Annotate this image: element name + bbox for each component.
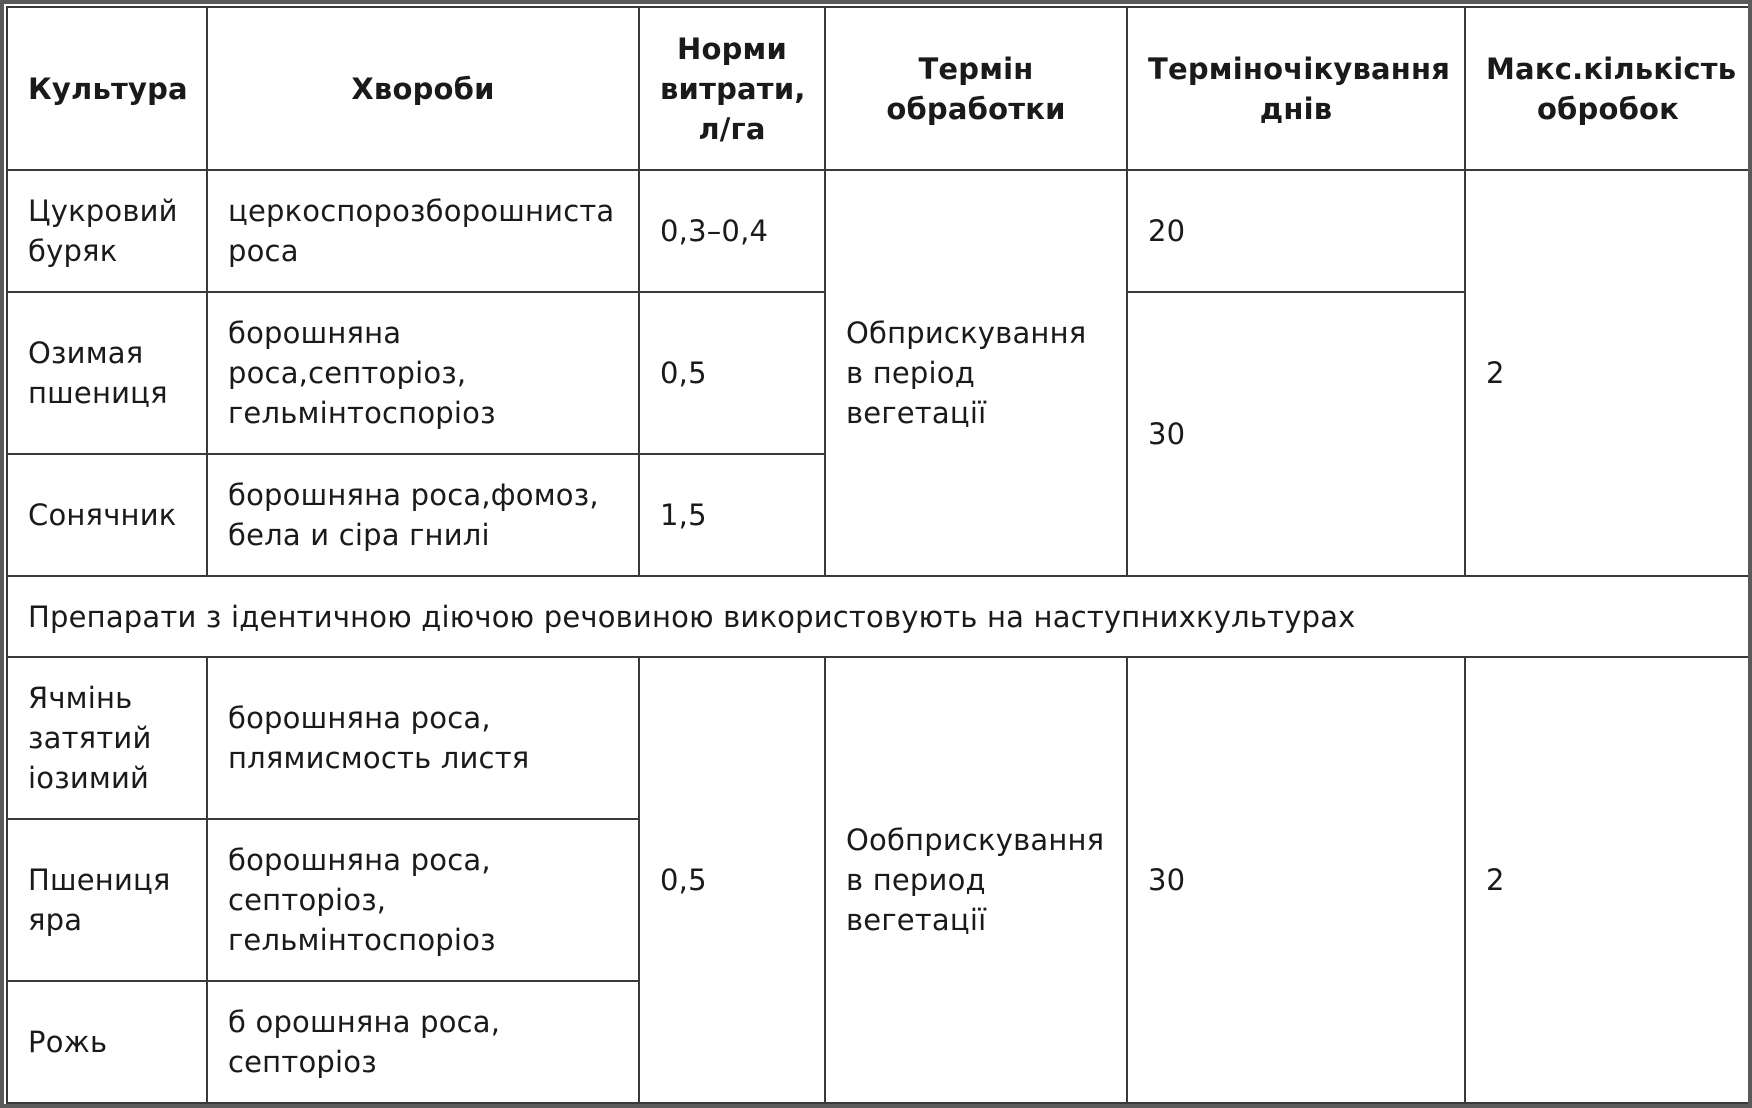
diseases-cell: борошняна роса, септоріоз, гельмінтоспоріоз: [207, 819, 639, 981]
header-rate: Норми витрати, л/га: [639, 7, 825, 170]
table-row: [7, 170, 1751, 292]
header-diseases: Хвороби: [207, 7, 639, 170]
max-cell: 2: [1465, 170, 1751, 576]
diseases-cell: борошняна роса,септоріоз, гельмінтоспоріоз: [207, 292, 639, 454]
header-period: Термін обработки: [825, 7, 1127, 170]
header-max: Макс.кількість обробок: [1465, 7, 1751, 170]
note-row: [7, 576, 1751, 657]
rate-cell: 0,5: [639, 292, 825, 454]
max-cell: 2: [1465, 657, 1751, 1103]
wait-cell: 20: [1127, 170, 1465, 292]
crop-cell: Рожь: [7, 981, 207, 1103]
note-cell: Препарати з ідентичною діючою речовиною використовують на наступнихкультурах: [7, 576, 1751, 657]
crop-cell: Ячмінь затятий іозимий: [7, 657, 207, 819]
header-wait: Терміночікування днів: [1127, 7, 1465, 170]
diseases-cell: церкоспорозборошниста роса: [207, 170, 639, 292]
table-row: [7, 657, 1751, 819]
wait-cell: 30: [1127, 657, 1465, 1103]
header-row: [7, 7, 1751, 170]
rate-cell: 0,3–0,4: [639, 170, 825, 292]
wait-cell: 30: [1127, 292, 1465, 576]
diseases-cell: б орошняна роса, септоріоз: [207, 981, 639, 1103]
diseases-cell: борошняна роса,фомоз, бела и сіра гнилі: [207, 454, 639, 576]
crop-cell: Озимая пшениця: [7, 292, 207, 454]
treatment-table: [6, 6, 1752, 1104]
rate-cell: 1,5: [639, 454, 825, 576]
crop-cell: Пшениця яра: [7, 819, 207, 981]
rate-cell: 0,5: [639, 657, 825, 1103]
header-crop: Культура: [7, 7, 207, 170]
crop-cell: Цукровий буряк: [7, 170, 207, 292]
period-cell: Ообприскування в период вегетації: [825, 657, 1127, 1103]
diseases-cell: борошняна роса, плямисмость листя: [207, 657, 639, 819]
crop-cell: Сонячник: [7, 454, 207, 576]
period-cell: Обприскування в період вегетації: [825, 170, 1127, 576]
